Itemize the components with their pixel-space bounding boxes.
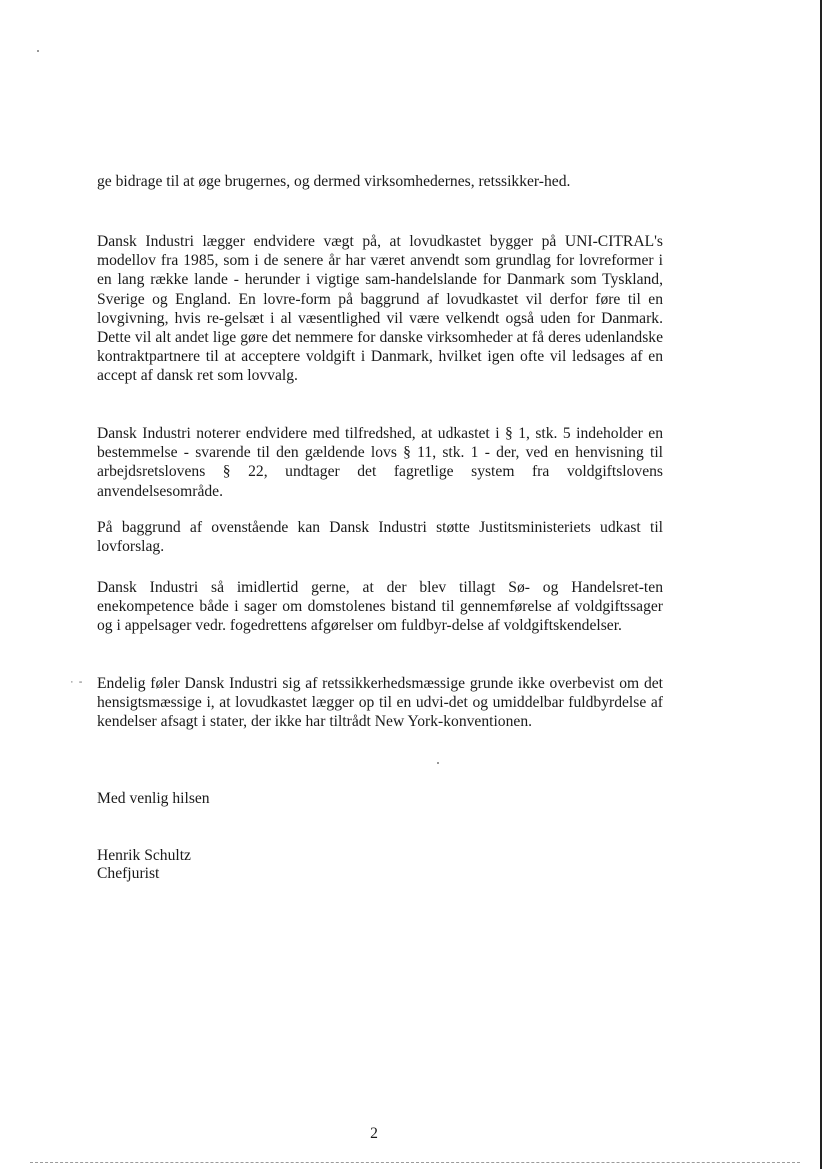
closing-salutation: Med venlig hilsen (97, 790, 210, 807)
signatory-title: Chefjurist (97, 865, 160, 882)
paragraph-3: Dansk Industri noterer endvidere med tilfredshed, at udkastet i § 1, stk. 5 indeholder en bestemmelse - svarende til den gældende lovs § 11, stk. 1 - der, ved en henvisning til arbejdsretslovens § 22, undtager det fagretlige system fra voldgiftslovens anvendelsesområde. (97, 425, 663, 500)
paragraph-1: ge bidrage til at øge brugernes, og dermed virksomhedernes, retssikker-hed. (97, 173, 571, 190)
page-number: 2 (370, 1125, 378, 1142)
page-edge-right (820, 0, 822, 1169)
margin-mark: · ‐ (70, 676, 84, 688)
scan-speck (437, 762, 439, 764)
paragraph-2: Dansk Industri lægger endvidere vægt på, at lovudkastet bygger på UNI-CITRAL's modellov fra 1985, som i de senere år har været anvendt som grundlag for lovreformer i en lang række lande - herunder i vigtige sam-handelslande for Danmark som Tyskland, Sverige og England. En lovre-form på baggrund af lovudkastet vil derfor føre til en lovgivning, hvis re-gelsæt i al væsentlighed vil være velkendt også uden for Danmark. Dette vil alt andet lige gøre det nemmere for danske virksomheder at få deres udenlandske kontraktpartnere til at acceptere voldgift i Danmark, hvilket igen ofte vil ledsages af en accept af dansk ret som lovvalg. (97, 233, 663, 385)
paragraph-4: På baggrund af ovenstående kan Dansk Industri støtte Justitsministeriets udkast til lovforslag. (97, 519, 663, 556)
page-edge-bottom (30, 1162, 800, 1163)
scan-speck (37, 50, 39, 52)
paragraph-5: Dansk Industri så imidlertid gerne, at der blev tillagt Sø- og Handelsret-ten enekompetence både i sager om domstolenes bistand til gennemførelse af voldgiftssager og i appelsager vedr. fogedrettens afgørelser om fuldbyr-delse af voldgiftskendelser. (97, 579, 663, 635)
signatory-name: Henrik Schultz (97, 847, 191, 864)
paragraph-6: Endelig føler Dansk Industri sig af retssikkerhedsmæssige grunde ikke overbevist om det hensigtsmæssige i, at lovudkastet lægger op til en udvi-det og umiddelbar fuldbyrdelse af kendelser afsagt i stater, der ikke har tiltrådt New York-konventionen. (97, 675, 663, 731)
